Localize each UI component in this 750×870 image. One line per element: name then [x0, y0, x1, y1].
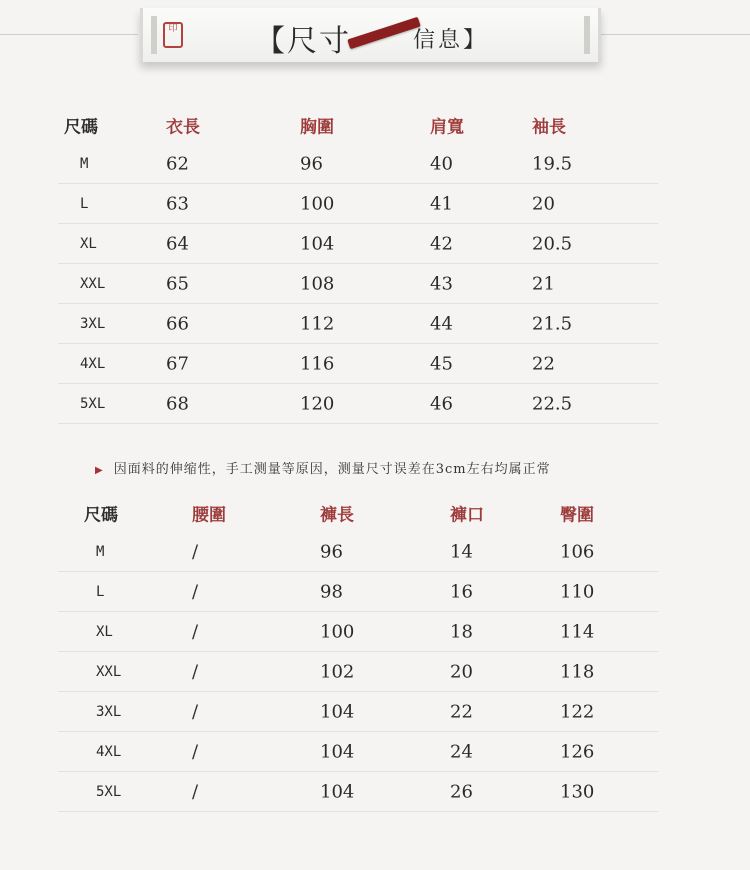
- value-cell: 104: [320, 781, 355, 802]
- column-header: 衣長: [166, 117, 200, 137]
- table-row: [58, 224, 658, 264]
- value-cell: 100: [300, 193, 335, 214]
- table-row: [58, 732, 658, 772]
- value-cell: /: [192, 621, 199, 642]
- size-cell: L: [80, 195, 89, 212]
- column-header: 肩寬: [430, 117, 464, 137]
- value-cell: 20.5: [532, 233, 573, 254]
- value-cell: /: [192, 581, 199, 602]
- value-cell: 40: [430, 153, 453, 174]
- value-cell: 21.5: [532, 313, 573, 334]
- banner-right-line: [598, 34, 750, 35]
- value-cell: 126: [560, 741, 595, 762]
- size-cell: M: [96, 543, 105, 560]
- table-row: [58, 532, 658, 572]
- table-row: [58, 384, 658, 424]
- value-cell: /: [192, 701, 199, 722]
- size-cell: L: [96, 583, 105, 600]
- measurement-note: [95, 458, 551, 477]
- table-row: [58, 612, 658, 652]
- title-banner: [140, 8, 601, 62]
- value-cell: 96: [320, 541, 343, 562]
- value-cell: /: [192, 781, 199, 802]
- column-header: 褲口: [450, 505, 484, 525]
- bottom-size-table: [58, 493, 658, 812]
- seal-icon: 印: [163, 22, 183, 48]
- size-cell: 4XL: [80, 355, 106, 372]
- column-header: 腰圍: [192, 505, 226, 525]
- banner-title: 【尺寸: [255, 24, 351, 59]
- column-header: 尺碼: [64, 117, 98, 137]
- header-row: [58, 493, 658, 532]
- header-row: [58, 105, 658, 144]
- value-cell: 116: [300, 353, 335, 374]
- value-cell: 110: [560, 581, 595, 602]
- value-cell: 122: [560, 701, 595, 722]
- value-cell: 98: [320, 581, 343, 602]
- column-header: 袖長: [532, 117, 566, 137]
- value-cell: /: [192, 541, 199, 562]
- value-cell: 104: [320, 701, 355, 722]
- value-cell: 66: [166, 313, 189, 334]
- size-cell: 5XL: [96, 783, 122, 800]
- size-cell: 4XL: [96, 743, 122, 760]
- value-cell: 22: [532, 353, 555, 374]
- value-cell: 106: [560, 541, 595, 562]
- value-cell: 45: [430, 353, 453, 374]
- column-header: 臀圍: [560, 505, 594, 525]
- column-header: 胸圍: [300, 117, 334, 137]
- column-header: 尺碼: [84, 505, 118, 525]
- value-cell: 65: [166, 273, 189, 294]
- value-cell: 26: [450, 781, 473, 802]
- triangle-icon: ▶: [95, 465, 104, 476]
- column-header: 褲長: [320, 505, 354, 525]
- value-cell: 18: [450, 621, 473, 642]
- table-row: [58, 144, 658, 184]
- value-cell: 100: [320, 621, 355, 642]
- top-size-table: [58, 105, 658, 424]
- value-cell: 63: [166, 193, 189, 214]
- value-cell: 108: [300, 273, 335, 294]
- value-cell: 112: [300, 313, 335, 334]
- value-cell: 64: [166, 233, 189, 254]
- table-row: [58, 692, 658, 732]
- size-cell: M: [80, 155, 89, 172]
- size-cell: XL: [80, 235, 97, 252]
- size-cell: XL: [96, 623, 113, 640]
- note-text: 因面料的伸缩性，手工测量等原因，测量尺寸误差在3cm左右均属正常: [113, 462, 551, 477]
- value-cell: 14: [450, 541, 473, 562]
- value-cell: 24: [450, 741, 473, 762]
- value-cell: 44: [430, 313, 453, 334]
- value-cell: 68: [166, 393, 189, 414]
- table-row: [58, 304, 658, 344]
- value-cell: 130: [560, 781, 595, 802]
- value-cell: 120: [300, 393, 335, 414]
- size-cell: 5XL: [80, 395, 106, 412]
- value-cell: 22.5: [532, 393, 573, 414]
- value-cell: 22: [450, 701, 473, 722]
- value-cell: 102: [320, 661, 355, 682]
- table-row: [58, 572, 658, 612]
- value-cell: 104: [320, 741, 355, 762]
- value-cell: 20: [532, 193, 555, 214]
- value-cell: 67: [166, 353, 189, 374]
- size-cell: XXL: [96, 663, 122, 680]
- value-cell: 96: [300, 153, 323, 174]
- table-row: [58, 344, 658, 384]
- value-cell: /: [192, 661, 199, 682]
- ruler-icon: [347, 17, 420, 49]
- value-cell: 41: [430, 193, 453, 214]
- size-cell: 3XL: [96, 703, 122, 720]
- banner-left-line: [0, 34, 138, 35]
- value-cell: 43: [430, 273, 453, 294]
- table-row: [58, 184, 658, 224]
- table-row: [58, 652, 658, 692]
- table-row: [58, 264, 658, 304]
- value-cell: 19.5: [532, 153, 573, 174]
- value-cell: /: [192, 741, 199, 762]
- value-cell: 46: [430, 393, 453, 414]
- size-cell: XXL: [80, 275, 106, 292]
- banner-subtitle: 信息】: [413, 28, 489, 53]
- value-cell: 114: [560, 621, 595, 642]
- value-cell: 62: [166, 153, 189, 174]
- value-cell: 16: [450, 581, 473, 602]
- value-cell: 118: [560, 661, 595, 682]
- value-cell: 20: [450, 661, 473, 682]
- value-cell: 21: [532, 273, 555, 294]
- value-cell: 104: [300, 233, 335, 254]
- value-cell: 42: [430, 233, 453, 254]
- table-row: [58, 772, 658, 812]
- size-cell: 3XL: [80, 315, 106, 332]
